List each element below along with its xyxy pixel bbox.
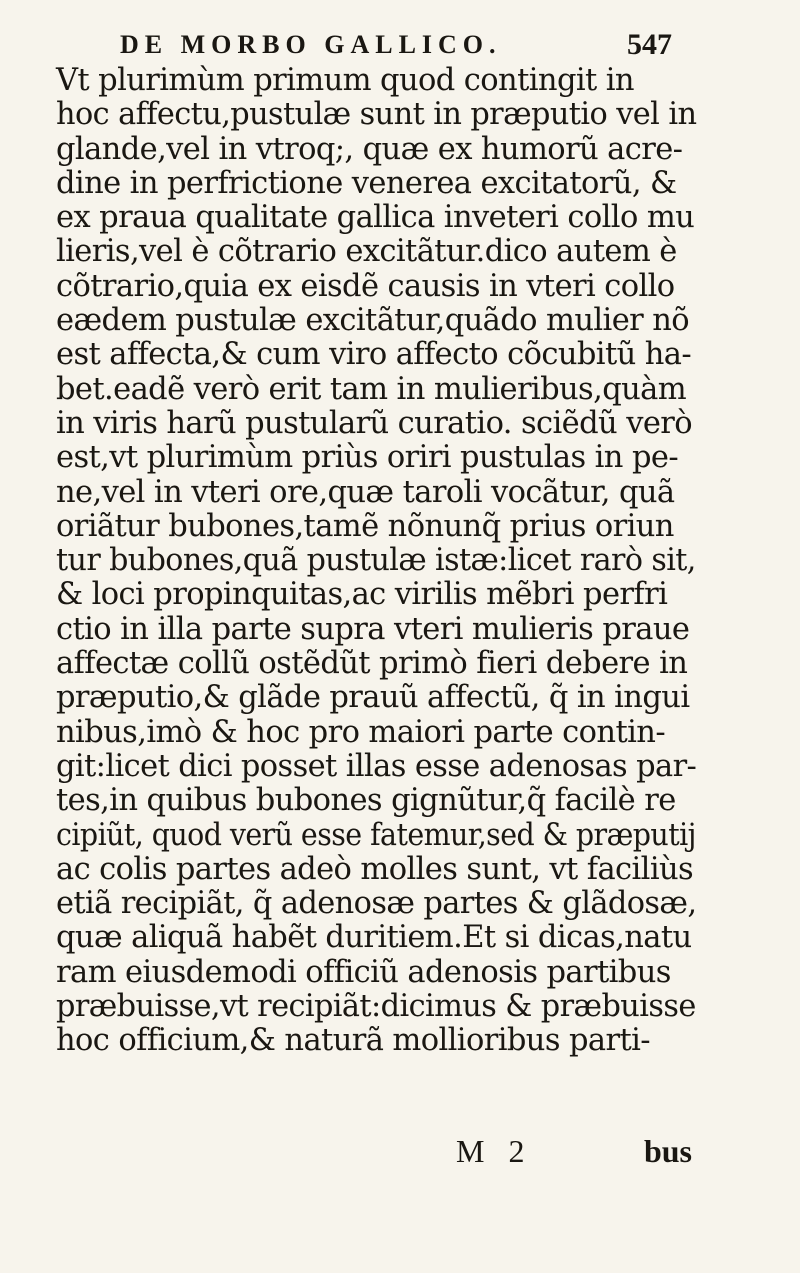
text-line: Vt plurimùm primum quod contingit in (56, 63, 634, 98)
text-line: ne,vel in vteri ore,quæ taroli vocãtur, quã (56, 474, 675, 510)
text-line: hoc officium,& naturã mollioribus parti- (56, 1023, 650, 1059)
text-line: ac colis partes adeò molles sunt, vt faciliùs (56, 851, 694, 887)
text-line: ram eiusdemodi officiũ adenosis partibus (56, 954, 671, 990)
text-line: est,vt plurimùm priùs oriri pustulas in pe- (56, 440, 679, 476)
catchword: bus (643, 1133, 692, 1169)
text-line: præputio,& glãde prauũ affectũ, q̃ in ingui (56, 680, 690, 716)
text-line: in viris harũ pustularũ curatio. sciẽdũ verò (56, 405, 693, 441)
text-line: etiã recipiãt, q̃ adenosæ partes & glãdosæ, (56, 886, 697, 922)
running-title: DE MORBO GALLICO. (120, 30, 502, 59)
text-line: oriãtur bubones,tamẽ nõnunq̃ prius oriun (56, 508, 674, 544)
text-line: bet.eadẽ verò erit tam in mulieribus,quàm (56, 371, 687, 407)
text-line: est affecta,& cum viro affecto cõcubitũ ha- (56, 337, 692, 373)
text-line: tur bubones,quã pustulæ istæ:licet rarò sit, (56, 543, 696, 579)
text-line: ctio in illa parte supra vteri mulieris praue (56, 611, 690, 647)
text-line: nibus,imò & hoc pro maiori parte contin- (56, 714, 666, 750)
text-line: quæ aliquã habẽt duritiem.Et si dicas,natu (56, 920, 692, 956)
signature-mark: M 2 (456, 1133, 533, 1169)
text-line: præbuisse,vt recipiãt:dicimus & præbuisse (56, 989, 696, 1025)
text-line: cõtrario,quia ex eisdẽ causis in vteri collo (56, 268, 675, 304)
text-line: glande,vel in vtroq;, quæ ex humorũ acre- (56, 131, 683, 167)
page-number: 547 (627, 28, 672, 61)
text-line: hoc affectu,pustulæ sunt in præputio vel in (56, 97, 697, 133)
text-line: affectæ collũ ostẽdũt primò fieri debere in (56, 646, 688, 682)
text-line: git:licet dici posset illas esse adenosas par- (56, 748, 697, 784)
text-line: dine in perfrictione venerea excitatorũ, & (56, 165, 677, 201)
text-line: tes,in quibus bubones gignũtur,q̃ facilè re (56, 783, 676, 819)
text-line: eædem pustulæ excitãtur,quãdo mulier nõ (56, 303, 690, 339)
text-line: lieris,vel è cõtrario excitãtur.dico autem è (56, 234, 677, 270)
text-line: & loci propinquitas,ac virilis mẽbri perfri (56, 577, 668, 613)
body-text (56, 64, 696, 1059)
page-footer (56, 1133, 696, 1171)
text-line: ex praua qualitate gallica inveteri collo mu (56, 200, 695, 236)
text-line: cipiũt, quod verũ esse fatemur,sed & præputij (56, 817, 696, 853)
